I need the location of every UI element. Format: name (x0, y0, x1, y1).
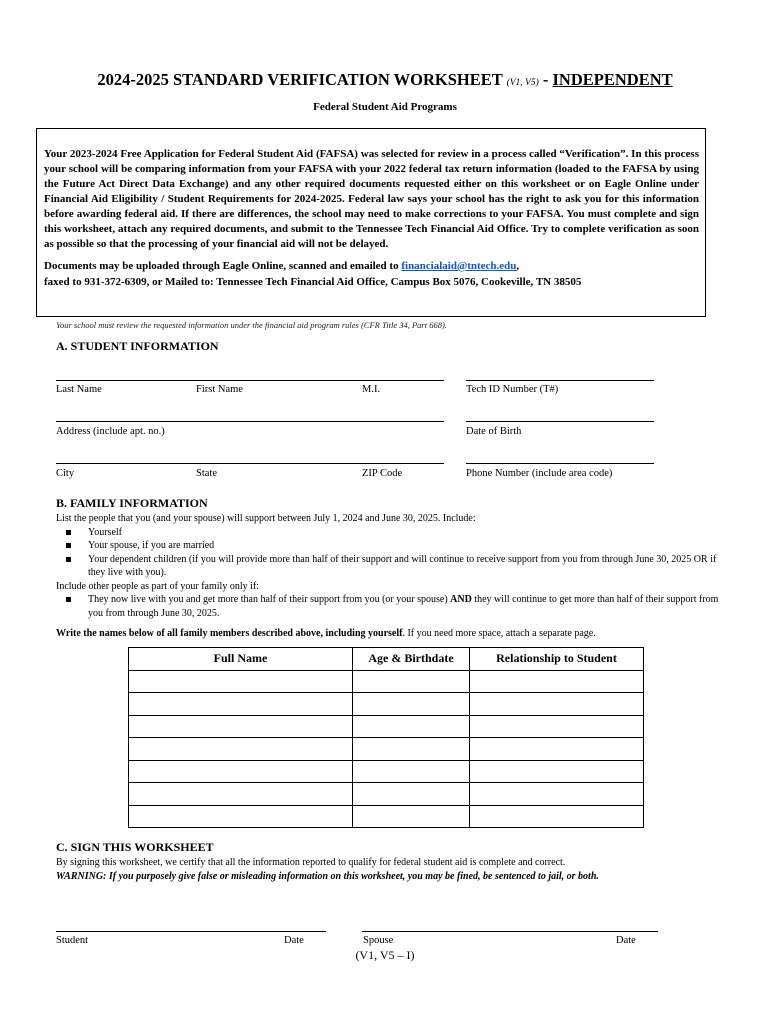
dob-line[interactable] (466, 421, 654, 422)
table-cell[interactable] (470, 738, 644, 761)
spouse-signature-line[interactable] (362, 931, 658, 932)
table-row (129, 805, 644, 828)
spouse-label: Spouse (363, 935, 394, 946)
table-header-row (129, 648, 644, 671)
tech-id-label: Tech ID Number (T#) (466, 384, 559, 395)
footer-code: (V1, V5 – I) (355, 948, 415, 962)
upload-instructions (44, 259, 699, 290)
table-row (129, 760, 644, 783)
table-cell[interactable] (470, 693, 644, 716)
upload-comma: , (516, 260, 520, 272)
city-label: City (56, 468, 75, 479)
page-title (0, 70, 770, 90)
table-cell[interactable] (470, 670, 644, 693)
title-dash: - (542, 70, 549, 89)
write-names-rest: . If you need more space, attach a separate page. (402, 628, 596, 639)
header-full-name: Full Name (129, 648, 353, 671)
table-cell[interactable] (470, 715, 644, 738)
upload-line2: faxed to 931-372-6309, or Mailed to: Tennessee Tech Financial Aid Office, Campus Box 5076, Cookeville, TN 38505 (44, 275, 582, 288)
name-line[interactable] (56, 380, 444, 381)
table-cell[interactable] (353, 715, 470, 738)
list-item: Your spouse, if you are married (56, 539, 720, 553)
table-row (129, 670, 644, 693)
address-label: Address (include apt. no.) (56, 426, 165, 437)
table-row (129, 715, 644, 738)
header-relationship: Relationship to Student (470, 648, 644, 671)
last-name-label: Last Name (56, 384, 102, 395)
family-intro: List the people that you (and your spouse) will support between July 1, 2024 and June 30, 2025. Include: (56, 513, 476, 524)
table-cell[interactable] (129, 693, 353, 716)
table-cell[interactable] (353, 783, 470, 806)
student-label: Student (56, 935, 89, 946)
write-names-instruction (56, 627, 596, 641)
table-cell[interactable] (129, 783, 353, 806)
table-cell[interactable] (129, 760, 353, 783)
zip-label: ZIP Code (362, 468, 403, 479)
write-names-bold: Write the names below of all family members described above, including yourself (56, 628, 403, 639)
student-date-label: Date (284, 935, 304, 946)
student-signature-line[interactable] (56, 931, 326, 932)
table-cell[interactable] (353, 805, 470, 828)
include-other: Include other people as part of your family only if: (56, 580, 259, 592)
section-a-heading: A. STUDENT INFORMATION (56, 339, 219, 353)
table-cell[interactable] (470, 805, 644, 828)
header-age-birthdate: Age & Birthdate (353, 648, 470, 671)
other-bullet-and: AND (450, 594, 472, 605)
other-bullet-post: they will continue to get more than half of their support from you from through June 30, 2025. (88, 594, 719, 619)
mi-label: M.I. (362, 384, 381, 395)
list-item: Your dependent children (if you will provide more than half of their support and will continue to receive support from you from through June 30, 2025 OR if they live with you). (56, 553, 720, 580)
table-cell[interactable] (129, 670, 353, 693)
title-main: 2024-2025 STANDARD VERIFICATION WORKSHEET (97, 70, 503, 89)
table-cell[interactable] (353, 738, 470, 761)
tech-id-line[interactable] (466, 380, 654, 381)
email-link[interactable]: financialaid@tntech.edu (401, 260, 517, 272)
section-b-heading: B. FAMILY INFORMATION (56, 496, 208, 510)
other-list (56, 593, 720, 620)
upload-prefix: Documents may be uploaded through Eagle Online, scanned and emailed to (44, 260, 399, 272)
warning-text: WARNING: If you purposely give false or misleading information on this worksheet, you may be fined, be sentenced to jail, or both. (56, 871, 599, 882)
first-name-label: First Name (196, 384, 243, 395)
city-state-zip-line[interactable] (56, 463, 444, 464)
dob-label: Date of Birth (466, 426, 522, 437)
address-line[interactable] (56, 421, 444, 422)
other-bullet-pre: They now live with you and get more than half of their support from you (or your spouse) (88, 594, 448, 605)
page-subtitle: Federal Student Aid Programs (313, 101, 457, 113)
title-version: (V1, V5) (506, 78, 539, 88)
family-table (128, 647, 644, 828)
table-cell[interactable] (353, 670, 470, 693)
table-cell[interactable] (129, 738, 353, 761)
section-c-heading: C. SIGN THIS WORKSHEET (56, 840, 214, 854)
intro-paragraph: Your 2023-2024 Free Application for Federal Student Aid (FAFSA) was selected for review in a process called “Verification”. In this process your school will be comparing information from your FAFSA with your 2022 federal tax return information (loaded to the FAFSA by using the Future Act Direct Data Exchange) and any other required documents requested either on this worksheet or on Eagle Online under Financial Aid Eligibility / Student Requirements for 2024-2025. Federal law says your school has the right to ask you for this information before awarding federal aid. If there are differences, the school may need to make corrections to your FAFSA. You must complete and sign this worksheet, attach any required documents, and submit to the Tennessee Tech Financial Aid Office. Try to complete verification as soon as possible so that the processing of your financial aid will not be delayed. (44, 148, 699, 250)
table-cell[interactable] (353, 693, 470, 716)
intro-box (36, 128, 706, 317)
certify-text: By signing this worksheet, we certify that all the information reported to qualify for federal student aid is complete and correct. (56, 857, 566, 868)
title-type: INDEPENDENT (552, 70, 673, 89)
table-cell[interactable] (470, 783, 644, 806)
spouse-date-label: Date (616, 935, 636, 946)
state-label: State (196, 468, 217, 479)
list-item (56, 593, 720, 620)
include-list (56, 526, 720, 580)
review-note: Your school must review the requested information under the financial aid program rules (CFR Title 34, Part 668). (56, 320, 447, 330)
table-row (129, 783, 644, 806)
table-cell[interactable] (129, 805, 353, 828)
table-row (129, 693, 644, 716)
family-instructions (56, 512, 720, 620)
table-row (129, 738, 644, 761)
phone-line[interactable] (466, 463, 654, 464)
table-cell[interactable] (470, 760, 644, 783)
phone-label: Phone Number (include area code) (466, 468, 613, 479)
table-cell[interactable] (129, 715, 353, 738)
table-cell[interactable] (353, 760, 470, 783)
list-item: Yourself (56, 526, 720, 540)
